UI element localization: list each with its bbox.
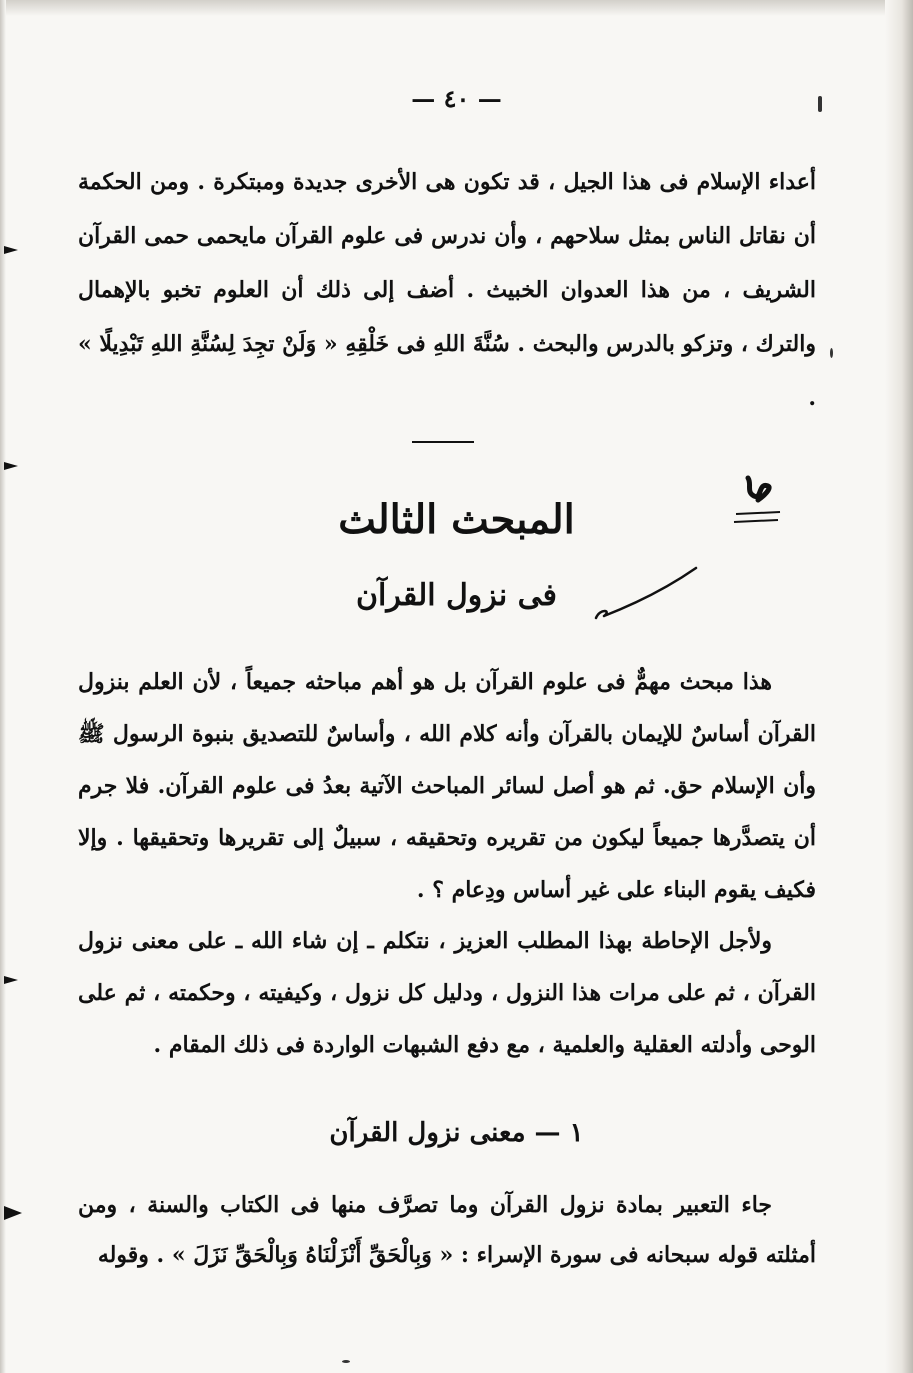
paragraph-outline: ولأجل الإحاطة بهذا المطلب العزيز ، نتكلم ـ إن شاء الله ـ على معنى نزول القرآن ، ثم على مرات هذا النزول ، ودليل كل نزول ، وكيفيته ، وحكمته ، ثم على الوحى وأدلته العقلية والعلمية ، مع دفع الشبهات الواردة فى ذلك المقام . xyxy=(78,928,816,1058)
margin-arrow-mark xyxy=(4,462,18,470)
section-subtitle: فى نزول القرآن xyxy=(356,578,557,613)
scan-edge-right xyxy=(885,0,913,1373)
paragraph-meaning: جاء التعبير بمادة نزول القرآن وما تصرَّف منها فى الكتاب والسنة ، ومن أمثلته قوله سبحانه فى سورة الإسراء : « وَبِالْحَقِّ أَنْزَلْنَاهُ وَبِالْحَقِّ نَزَلَ » . وقوله xyxy=(78,1192,816,1268)
scan-edge-top xyxy=(0,0,913,16)
section-title: المبحث الثالث xyxy=(338,496,575,543)
margin-arrow-mark xyxy=(4,1206,22,1220)
page-number: — ٤٠ — xyxy=(411,84,502,113)
paragraph-intro-continuation: أعداء الإسلام فى هذا الجيل ، قد تكون هى الأخرى جديدة ومبتكرة . ومن الحكمة أن نقاتل الناس بمثل سلاحهم ، وأن ندرس فى علوم القرآن مايحمى حمى القرآن الشريف ، من هذا العدوان الخبيث . أضف إلى ذلك أن العلوم تخبو بالإهمال والترك ، وتزكو بالدرس والبحث . سُنَّةَ اللهِ فى خَلْقِهِ « وَلَنْ تجِدَ لِسُنَّةِ اللهِ تَبْدِيلًا » . xyxy=(78,169,816,411)
margin-arrow-mark xyxy=(4,976,18,984)
scan-edge-left xyxy=(0,0,6,1373)
margin-arrow-mark xyxy=(4,246,18,254)
subsection-heading: ١ — معنى نزول القرآن xyxy=(329,1118,584,1148)
ink-speck xyxy=(342,1360,350,1363)
ink-speck xyxy=(830,348,833,358)
paragraph-importance: هذا مبحث مهمٌّ فى علوم القرآن بل هو أهم مباحثه جميعاً ، لأن العلم بنزول القرآن أساسٌ للإيمان بالقرآن وأنه كلام الله ، وأساسٌ للتصديق بنبوة الرسول ﷺ وأن الإسلام حق. ثم هو أصل لسائر المباحث الآتية بعدُ فى علوم القرآن. فلا جرم أن يتصدَّرها جميعاً ليكون من تقريره وتحقيقه ، سبيلٌ إلى تقريرها وتحقيقها . وإلا فكيف يقوم البناء على غير أساس ودِعام ؟ . xyxy=(78,669,816,903)
section-divider xyxy=(412,441,474,443)
